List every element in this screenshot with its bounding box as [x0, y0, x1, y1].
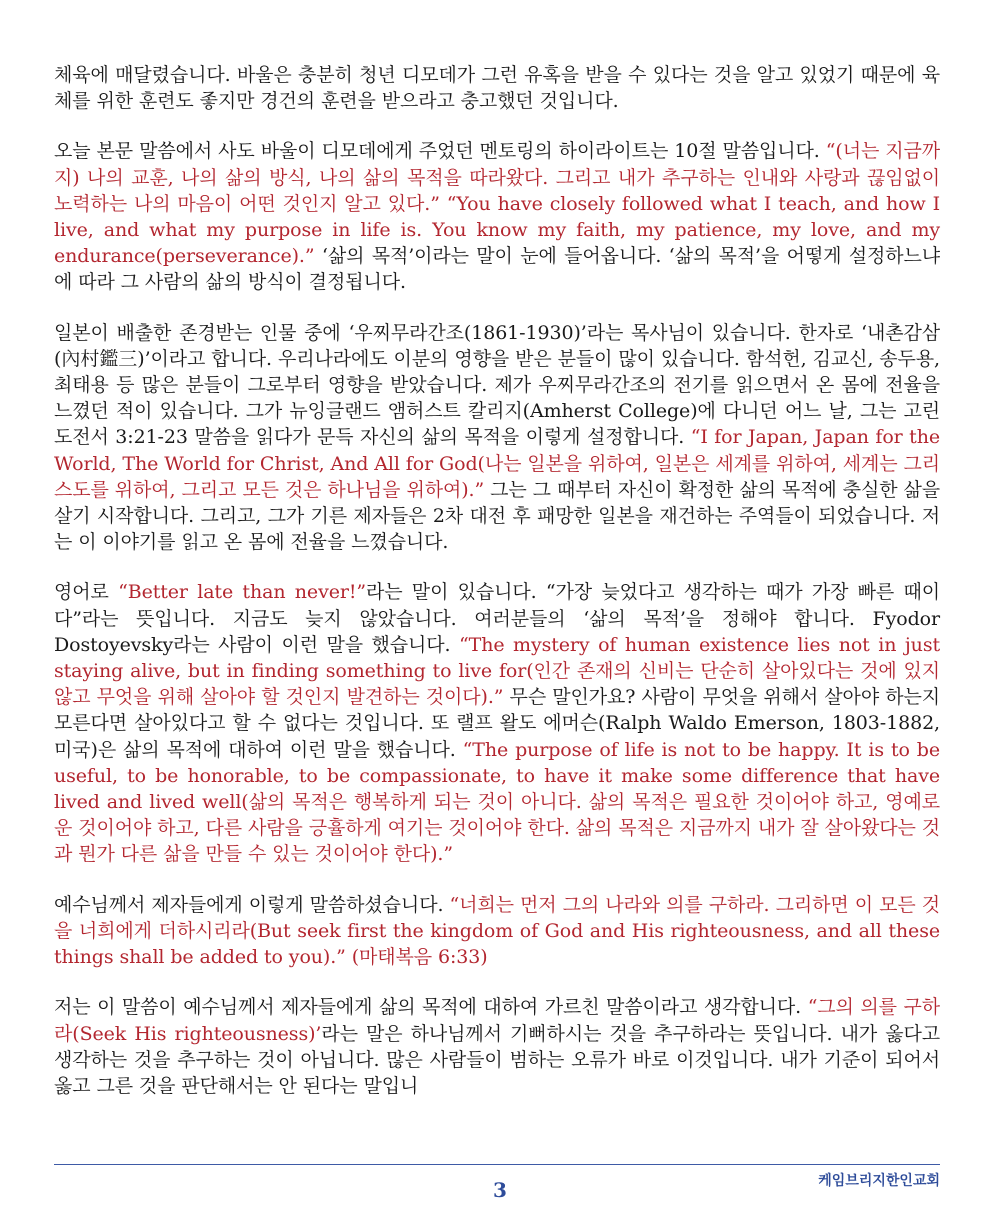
paragraph [54, 320, 940, 556]
quote-text: “The mystery of human existence lies not in just staying alive, but in finding something to live for(인간 존재의 신비는 단순히 살아있다는 것에 있지 않고 무엇을 위해 살아야 할 것인지 발견하는 것이다).” [54, 633, 941, 709]
body-text-segment: ‘삶의 목적’이라는 말이 눈에 들어옵니다. ‘삶의 목적’을 어떻게 설정하느냐에 따라 그 사람의 삶의 방식이 결정됩니다. [54, 245, 940, 294]
body-text-segment: 영어로 [54, 581, 119, 604]
body-text-segment: 그는 그 때부터 자신이 확정한 삶의 목적에 충실한 삶을 살기 시작합니다. 그리고, 그가 기른 제자들은 2차 대전 후 패망한 일본을 재건하는 주역들이 되었습니다. 저는 이 이야기를 읽고 온 몸에 전율을 느꼈습니다. [54, 478, 940, 554]
body-text-segment: 무슨 말인가요? 사람이 무엇을 위해서 살아야 하는지 모른다면 살아있다고 할 수 없다는 것입니다. 또 랠프 왈도 에머슨(Ralph Waldo Emerson, 1803-1882, 미국)은 삶의 목적에 대하여 이런 말을 했습니다. [54, 686, 940, 761]
paragraph [54, 138, 940, 295]
body-text-segment: 오늘 본문 말씀에서 사도 바울이 디모데에게 주었던 멘토링의 하이라이트는 10절 말씀입니다. [54, 140, 826, 163]
page-number: 3 [493, 1178, 507, 1202]
paragraph [54, 62, 940, 114]
body-text-segment: 일본이 배출한 존경받는 인물 중에 ‘우찌무라간조(1861-1930)’라는 목사님이 있습니다. 한자로 ‘내촌감삼(內村鑑三)’이라고 합니다. 우리나라에도 이분의 영향을 받은 분들이 많이 있습니다. 함석헌, 김교신, 송두용, 최태용 등 많은 분들이 그로부터 영향을 받았습니다. 제가 우찌무라간조의 전기를 읽으면서 온 몸에 전율을 느꼈던 적이 있습니다. 그가 뉴잉글랜드 앰허스트 칼리지(Amherst College)에 다니던 어느 날, 그는 고린도전서 3:21-23 말씀을 읽다가 문득 자신의 삶의 목적을 이렇게 설정합니다. [54, 321, 940, 449]
body-text [54, 62, 940, 1123]
quote-text: “그의 의를 구하라(Seek His righteousness)’ [54, 996, 940, 1045]
paragraph [54, 579, 940, 867]
quote-text: “I for Japan, Japan for the World, The World for Christ, And All for God(나는 일본을 위하여, 일본은 세계를 위하여, 세계는 그리스도를 위하여, 그리고 모든 것은 하나님을 위하여).” [54, 426, 940, 501]
body-text-segment: 체육에 매달렸습니다. 바울은 충분히 청년 디모데가 그런 유혹을 받을 수 있다는 것을 알고 있었기 때문에 육체를 위한 훈련도 좋지만 경건의 훈련을 받으라고 충고했던 것입니다. [54, 64, 940, 113]
paragraph [54, 994, 940, 1099]
quote-text: “Better late than never!” [118, 581, 366, 604]
paragraph [54, 892, 940, 971]
footer-divider [54, 1164, 940, 1165]
body-text-segment: 라는 말은 하나님께서 기뻐하시는 것을 추구하라는 뜻입니다. 내가 옳다고 생각하는 것을 추구하는 것이 아닙니다. 많은 사람들이 범하는 오류가 바로 이것입니다. 내가 기준이 되어서 옳고 그른 것을 판단해서는 안 된다는 말입니 [54, 1022, 940, 1097]
quote-text: “(너는 지금까지) 나의 교훈, 나의 삶의 방식, 나의 삶의 목적을 따라왔다. 그리고 내가 추구하는 인내와 사랑과 끊임없이 노력하는 나의 마음이 어떤 것인지 알고 있다.” “You have closely followed what I teach, and how I live, and what my purpose in life is. You know my faith, my patience, my love, and my endurance(perseverance).” [54, 140, 941, 268]
church-name: 케임브리지한인교회 [818, 1173, 940, 1189]
quote-text: “너희는 먼저 그의 나라와 의를 구하라. 그리하면 이 모든 것을 너희에게 더하시리라(But seek first the kingdom of God and His righteousness, and all these things shall be added to you).” (마태복음 6:33) [54, 893, 941, 969]
quote-text: “The purpose of life is not to be happy. It is to be useful, to be honorable, to be compassionate, to have it make some difference that have lived and lived well(삶의 목적은 행복하게 되는 것이 아니다. 삶의 목적은 필요한 것이어야 하고, 영예로운 것이어야 하고, 다른 사람을 긍휼하게 여기는 것이어야 한다. 삶의 목적은 지금까지 내가 잘 살아왔다는 것과 뭔가 다른 삶을 만들 수 있는 것이어야 한다).” [54, 738, 940, 866]
body-text-segment: 예수님께서 제자들에게 이렇게 말씀하셨습니다. [54, 893, 450, 916]
body-text-segment: 라는 말이 있습니다. “가장 늦었다고 생각하는 때가 가장 빠른 때이다”라는 뜻입니다. 지금도 늦지 않았습니다. 여러분들의 ‘삶의 목적’을 정해야 합니다. Fyodor Dostoyevsky라는 사람이 이런 말을 했습니다. [54, 581, 941, 656]
body-text-segment: 저는 이 말씀이 예수님께서 제자들에게 삶의 목적에 대하여 가르친 말씀이라고 생각합니다. [54, 996, 808, 1019]
